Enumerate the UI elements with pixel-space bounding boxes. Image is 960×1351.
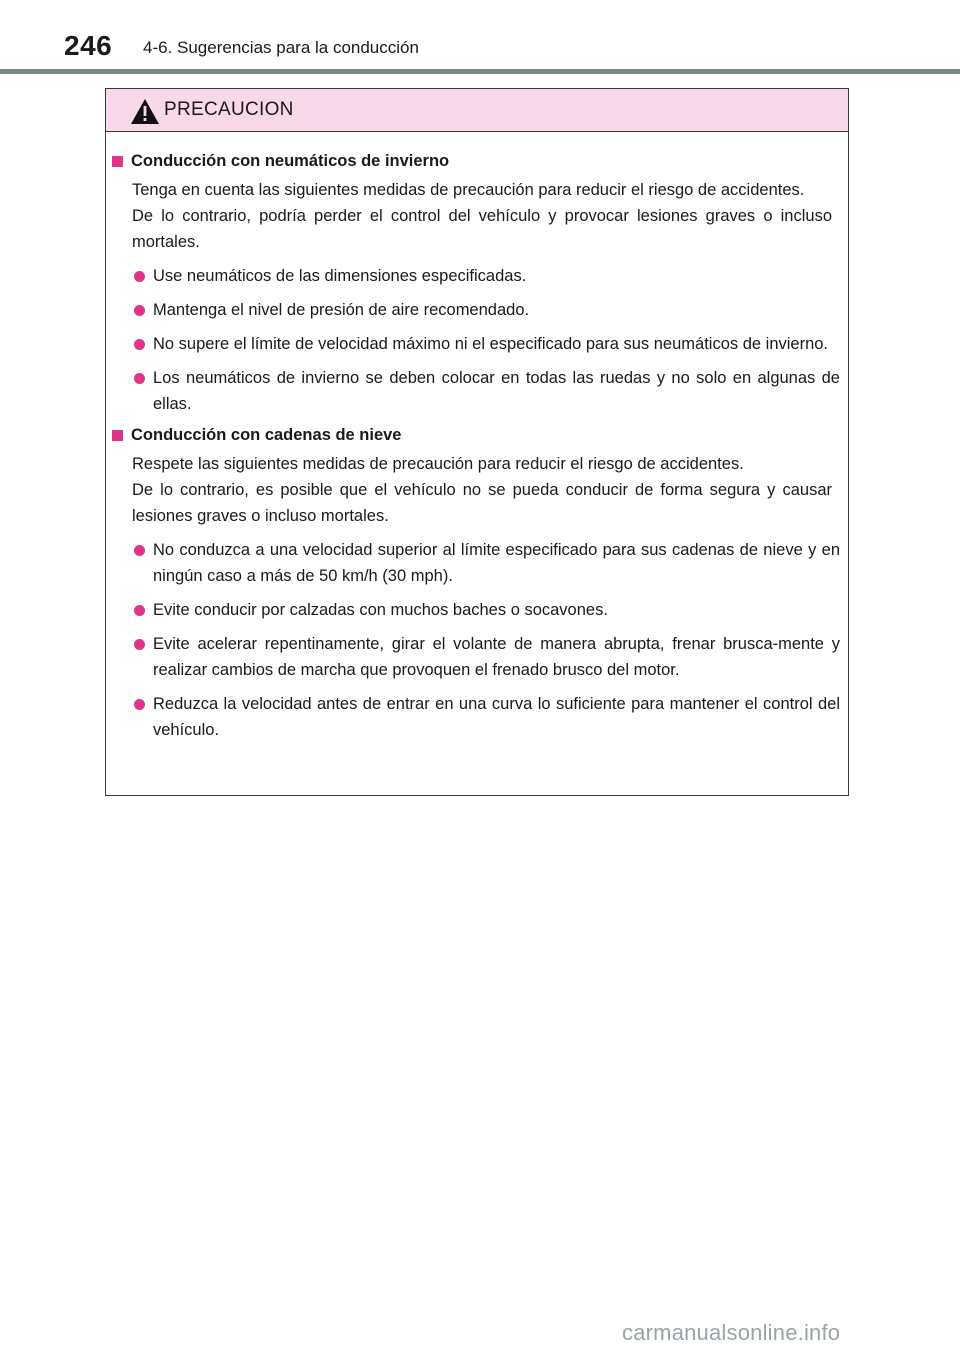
circle-bullet-icon — [134, 305, 145, 316]
subsection-heading — [112, 149, 840, 173]
subsection-heading — [112, 423, 840, 447]
list-item-text: No supere el límite de velocidad máximo ni el especificado para sus neumáticos de invierno. — [153, 335, 829, 353]
list-item-text: Evite acelerar repentinamente, girar el volante de manera abrupta, frenar brusca-mente y realizar cambios de marcha que provoquen el frenado brusco del motor. — [153, 635, 840, 679]
paragraph: De lo contrario, es posible que el vehículo no se pueda conducir de forma segura y causar lesiones graves o incluso mortales. — [132, 481, 832, 525]
list-item-text: Evite conducir por calzadas con muchos baches o socavones. — [153, 601, 608, 619]
list-item — [112, 331, 840, 357]
subsection-heading-text: Conducción con neumáticos de invierno — [131, 152, 450, 170]
square-bullet-icon — [112, 156, 123, 167]
paragraph: De lo contrario, podría perder el control del vehículo y provocar lesiones graves o incluso mortales. — [132, 207, 832, 251]
list-item-text: No conduzca a una velocidad superior al límite especificado para sus cadenas de nieve y en ningún caso a más de 50 km/h (30 mph). — [153, 541, 840, 585]
circle-bullet-icon — [134, 605, 145, 616]
list-item-text: Mantenga el nivel de presión de aire recomendado. — [153, 301, 530, 319]
list-item-text: Use neumáticos de las dimensiones especificadas. — [153, 267, 527, 285]
subsection-snow-chains — [112, 423, 840, 743]
list-item — [112, 263, 840, 289]
paragraph: Respete las siguientes medidas de precaución para reducir el riesgo de accidentes. — [132, 455, 744, 473]
warning-icon — [130, 98, 160, 125]
caution-body — [106, 132, 848, 743]
circle-bullet-icon — [134, 271, 145, 282]
list-item — [112, 597, 840, 623]
subsection-heading-text: Conducción con cadenas de nieve — [131, 426, 402, 444]
caution-header — [106, 89, 848, 132]
list-item — [112, 631, 840, 683]
circle-bullet-icon — [134, 545, 145, 556]
circle-bullet-icon — [134, 699, 145, 710]
page-number: 246 — [64, 30, 113, 61]
circle-bullet-icon — [134, 373, 145, 384]
circle-bullet-icon — [134, 639, 145, 650]
list-item — [112, 691, 840, 743]
caution-box — [105, 88, 849, 796]
list-item — [112, 537, 840, 589]
watermark-text: carmanualsonline.info — [622, 1320, 841, 1345]
caution-title: PRECAUCION — [164, 99, 294, 120]
square-bullet-icon — [112, 430, 123, 441]
subsection-winter-tires — [112, 149, 840, 417]
list-item-text: Reduzca la velocidad antes de entrar en una curva lo suficiente para mantener el control del vehículo. — [153, 695, 840, 739]
paragraph: Tenga en cuenta las siguientes medidas de precaución para reducir el riesgo de accidentes. — [132, 181, 805, 199]
header-rule — [0, 69, 960, 74]
circle-bullet-icon — [134, 339, 145, 350]
list-item — [112, 297, 840, 323]
list-item — [112, 365, 840, 417]
list-item-text: Los neumáticos de invierno se deben colocar en todas las ruedas y no solo en algunas de ellas. — [153, 369, 840, 413]
section-title: 4-6. Sugerencias para la conducción — [143, 38, 419, 57]
